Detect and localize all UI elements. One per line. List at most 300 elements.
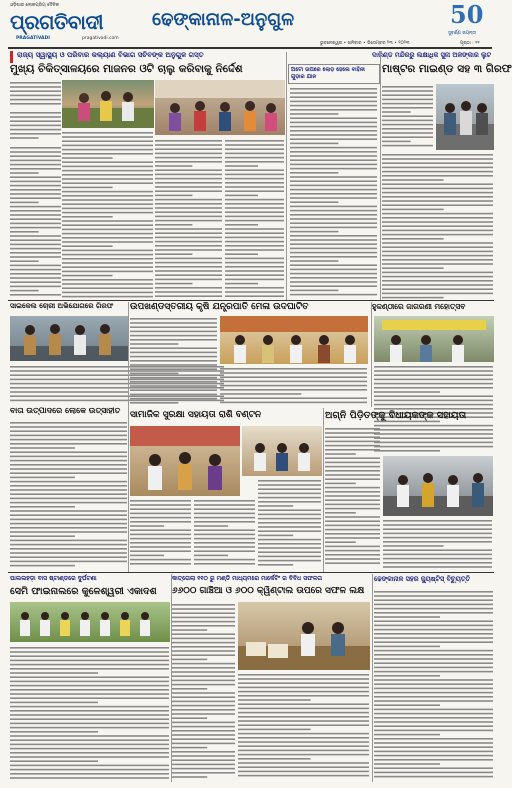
text-line [130, 360, 217, 362]
text-line [383, 520, 492, 522]
text-line [383, 533, 492, 535]
text-line [225, 295, 284, 297]
text-line [62, 292, 153, 294]
text-line [155, 186, 222, 188]
row4-left-headline-text: ସେମି ଫାଇନାଲରେ କୁଳେଶ୍ୱରୀ ଏକାଦଶ [10, 586, 157, 597]
text-line [172, 646, 235, 648]
row3-mid-body-col2 [194, 498, 256, 568]
text-line [374, 763, 440, 765]
anniversary-logo [446, 2, 490, 42]
row3-right-headline [325, 410, 495, 424]
text-line [172, 717, 207, 719]
text-line [290, 239, 377, 241]
text-line [374, 616, 440, 618]
text-line [130, 525, 164, 527]
text-line [62, 178, 153, 180]
text-line [62, 212, 153, 214]
row2-right-headline [372, 302, 494, 316]
text-line [382, 132, 433, 134]
text-line [290, 185, 377, 187]
text-line [374, 391, 440, 393]
text-line [325, 474, 380, 476]
text-line [225, 287, 284, 289]
text-line [172, 764, 235, 766]
text-line [374, 437, 493, 439]
text-line [130, 398, 217, 400]
text-line [10, 739, 169, 741]
text-line [155, 207, 222, 209]
text-line [172, 633, 235, 635]
row1-bottom-rule [8, 300, 494, 301]
text-line [155, 182, 222, 184]
text-line [374, 692, 493, 694]
text-line [10, 435, 127, 437]
text-line [172, 654, 235, 656]
text-line [325, 495, 380, 497]
text-line [325, 562, 380, 564]
text-line [10, 252, 61, 254]
text-line [374, 662, 493, 664]
text-line [172, 659, 207, 661]
text-line [172, 684, 235, 686]
text-line [10, 765, 169, 767]
text-line [172, 680, 235, 682]
text-line [238, 729, 311, 731]
text-line [325, 436, 380, 438]
text-line [10, 456, 127, 458]
text-line [325, 554, 380, 556]
text-line [62, 153, 153, 155]
text-line [62, 250, 153, 252]
text-line [374, 679, 493, 681]
text-line [130, 500, 191, 502]
text-line [290, 285, 377, 287]
text-line [155, 279, 222, 281]
text-line [382, 238, 444, 240]
text-line [172, 768, 235, 770]
text-line [62, 149, 153, 151]
text-line [130, 335, 217, 337]
right-lead-headline-text: ମାଷ୍ଟର ମାଇଣ୍ଡ ସହ ୩ ଗିରଫ [382, 63, 512, 75]
text-line [10, 269, 61, 271]
text-line [225, 161, 284, 163]
column-rule-f [171, 574, 172, 782]
text-line [290, 256, 377, 258]
text-line [155, 161, 222, 163]
text-line [383, 541, 492, 543]
row3-mid-headline-text: ସାମାଜିକ ସୁରକ୍ଷା ସହାୟତା ରାଶି ବଣ୍ଟନ [130, 410, 262, 420]
text-line [10, 260, 39, 262]
text-line [172, 617, 235, 619]
text-line [238, 695, 369, 697]
row3-mid-body-col3 [258, 478, 322, 568]
text-line [10, 103, 61, 105]
text-line [290, 231, 338, 233]
text-line [238, 775, 369, 777]
text-line [325, 441, 380, 443]
text-line [130, 534, 191, 536]
text-line [10, 714, 169, 716]
text-line [155, 220, 222, 222]
text-line [382, 86, 433, 88]
text-line [290, 264, 377, 266]
text-line [62, 296, 153, 298]
text-line [374, 688, 493, 690]
text-line [238, 745, 369, 747]
text-line [374, 759, 493, 761]
text-line [225, 279, 284, 281]
text-line [130, 352, 217, 354]
page-number: ପୃଷ୍ଠା : ୧୧ [460, 41, 480, 46]
text-line [62, 283, 153, 285]
text-line [325, 453, 356, 455]
text-line [325, 483, 356, 485]
text-line [374, 671, 493, 673]
text-line [225, 153, 284, 155]
text-line [194, 559, 255, 561]
text-line [220, 381, 367, 383]
text-line [10, 391, 128, 393]
welfare-distribution-photo-1 [130, 426, 240, 496]
row2-left-headline-text: ସାଇକେଲ ଚୋରୀ ଅଭିଯୋଗରେ ଗିରଫ [10, 302, 114, 310]
text-line [374, 633, 493, 635]
text-line [10, 214, 61, 216]
text-line [10, 468, 127, 470]
left-lead-body-col5 [225, 138, 285, 298]
text-line [172, 705, 235, 707]
row4-right-headline-text: ଢେଙ୍କାନାଳ ସହର ଜ୍ୟୁଷ୍ଟିସ୍ ବିଚ୍ୟୁତ୍ତି [374, 575, 471, 583]
text-line [382, 162, 493, 164]
text-line [325, 457, 380, 459]
text-line [62, 208, 153, 210]
text-line [258, 530, 321, 532]
text-line [382, 213, 493, 215]
text-line [290, 243, 377, 245]
text-line [374, 404, 493, 406]
text-line [10, 668, 169, 670]
row3-left-headline-text: ବାତା ଉତ୍ପାଦରେ ଲୋକେ ଉତ୍ସାହୀତ [10, 406, 121, 415]
text-line [10, 556, 127, 558]
text-line [290, 235, 377, 237]
text-line [62, 216, 113, 218]
text-line [382, 196, 493, 198]
text-line [290, 222, 377, 224]
text-line [10, 710, 169, 712]
text-line [172, 608, 235, 610]
text-line [10, 489, 127, 491]
text-line [130, 356, 217, 358]
text-line [10, 702, 98, 704]
agri-fair-photo [220, 316, 368, 364]
text-line [172, 751, 235, 753]
text-line [220, 372, 367, 374]
text-line [258, 547, 321, 549]
text-line [155, 140, 222, 142]
row3-right-headline-text: ଅଗ୍ନି ପିଡ଼ିତଙ୍କୁ ବିଧାୟକଙ୍କ ସହାୟତା [325, 410, 467, 421]
text-line [225, 207, 284, 209]
text-line [238, 758, 311, 760]
text-line [130, 529, 191, 531]
text-line [374, 654, 493, 656]
row4-mid-headline [172, 586, 372, 600]
column-rule-g [372, 574, 373, 782]
text-line [382, 200, 493, 202]
text-line [290, 227, 377, 229]
text-line [130, 381, 217, 383]
text-line [258, 539, 321, 541]
text-line [62, 136, 153, 138]
text-line [10, 120, 61, 122]
text-line [258, 522, 321, 524]
text-line [155, 266, 222, 268]
text-line [10, 451, 127, 453]
text-line [10, 769, 169, 771]
photo-team-graphic [10, 602, 170, 642]
text-line [155, 178, 222, 180]
text-line [155, 199, 222, 201]
text-line [238, 708, 369, 710]
text-line [382, 145, 433, 147]
text-line [130, 546, 191, 548]
left-lead-kicker [10, 51, 280, 63]
text-line [130, 343, 178, 345]
body-text-lines [172, 602, 236, 780]
text-line [10, 685, 169, 687]
bicycle-thief-photo [10, 316, 128, 361]
text-line [290, 155, 377, 157]
photo-fair-graphic [220, 316, 368, 364]
text-line [62, 233, 153, 235]
text-line [172, 743, 235, 745]
text-line [220, 393, 301, 395]
text-line [325, 541, 356, 543]
text-line [10, 548, 127, 550]
text-line [258, 526, 321, 528]
text-line [238, 750, 369, 752]
text-line [220, 397, 367, 399]
text-line [383, 558, 492, 560]
text-line [225, 140, 284, 142]
row4-mid-body-col1 [172, 602, 236, 780]
text-line [10, 561, 127, 563]
text-line [325, 478, 380, 480]
text-line [194, 517, 255, 519]
text-line [290, 193, 377, 195]
text-line [62, 262, 153, 264]
text-line [10, 239, 61, 241]
text-line [382, 115, 433, 117]
text-line [258, 505, 293, 507]
text-line [383, 528, 492, 530]
text-line [62, 245, 113, 247]
row4-mid-kicker-text: କାତ୍ତୋଲା ୧୧୦ ରୁ ମଣ୍ଡି ମାଧ୍ୟମରେ ମାର୍କେଟିଂ ର ବିବିଧ ସଫଳତା [172, 575, 322, 582]
left-lead-headline [10, 63, 290, 80]
text-line [382, 192, 493, 194]
text-line [290, 269, 377, 271]
text-line [325, 445, 380, 447]
text-line [290, 147, 377, 149]
text-line [374, 667, 493, 669]
text-line [382, 94, 433, 96]
text-line [172, 747, 207, 749]
text-line [10, 681, 169, 683]
text-line [10, 273, 61, 275]
text-line [290, 96, 377, 98]
text-line [10, 256, 61, 258]
text-line [10, 506, 75, 508]
text-line [130, 513, 191, 515]
text-line [194, 546, 255, 548]
body-text-lines [374, 589, 494, 780]
text-line [10, 227, 61, 229]
text-line [62, 271, 153, 273]
text-line [290, 143, 338, 145]
text-line [225, 199, 284, 201]
text-line [10, 651, 169, 653]
text-line [194, 563, 255, 565]
text-line [238, 720, 369, 722]
text-line [130, 563, 191, 565]
text-line [225, 228, 284, 230]
text-line [290, 273, 377, 275]
text-line [10, 206, 61, 208]
text-line [172, 688, 207, 690]
row4-left-body [10, 645, 170, 780]
text-line [225, 165, 258, 167]
text-line [290, 252, 377, 254]
body-text-lines [10, 145, 62, 297]
text-line [10, 151, 61, 153]
text-line [155, 237, 222, 239]
text-line [10, 168, 61, 170]
text-line [225, 283, 258, 285]
text-line [10, 218, 61, 220]
text-line [225, 186, 284, 188]
text-line [10, 86, 61, 88]
text-line [383, 549, 492, 551]
text-line [382, 280, 493, 282]
health-secretary-photo [62, 80, 154, 128]
text-line [155, 165, 192, 167]
text-line [155, 211, 222, 213]
text-line [290, 159, 377, 161]
text-line [172, 642, 235, 644]
edition-name: ଢେଙ୍କାନାଳ-ଅନୁଗୁଳ [152, 9, 295, 30]
text-line [10, 147, 61, 149]
text-line [225, 253, 258, 255]
body-text-lines [130, 316, 218, 406]
text-line [10, 133, 61, 135]
text-line [290, 101, 377, 103]
text-line [62, 241, 153, 243]
text-line [62, 170, 153, 172]
text-line [155, 274, 222, 276]
text-line [225, 258, 284, 260]
text-line [374, 704, 440, 706]
text-line [258, 551, 321, 553]
body-text-lines [10, 80, 62, 108]
text-line [382, 209, 444, 211]
text-line [225, 245, 284, 247]
text-line [382, 284, 493, 286]
text-line [10, 82, 61, 84]
text-line [10, 777, 169, 779]
edition-banner [152, 9, 422, 35]
text-line [10, 231, 39, 233]
text-line [290, 248, 377, 250]
text-line [10, 290, 39, 292]
text-line [220, 402, 367, 404]
text-line [10, 485, 127, 487]
text-line [325, 499, 380, 501]
text-line [62, 191, 153, 193]
text-line [374, 629, 493, 631]
text-line [382, 288, 493, 290]
cricket-team-photo [10, 602, 170, 642]
row3-left-body [10, 420, 128, 568]
text-line [238, 691, 369, 693]
text-line [130, 504, 191, 506]
text-line [10, 773, 169, 775]
text-line [382, 120, 433, 122]
text-line [382, 221, 493, 223]
text-line [374, 366, 493, 368]
text-line [374, 734, 440, 736]
dateline: ଭୁବନେଶ୍ୱର • ଶନିବାର • ଡିସେମ୍ବର ୨୩ • ୨୦୨୩ [320, 41, 410, 46]
text-line [325, 537, 380, 539]
text-line [382, 183, 493, 185]
text-line [172, 759, 235, 761]
text-line [290, 260, 338, 262]
text-line [290, 88, 377, 90]
text-line [374, 776, 493, 778]
text-line [172, 726, 235, 728]
text-line [130, 538, 191, 540]
text-line [10, 116, 61, 118]
text-line [290, 218, 377, 220]
text-line [225, 291, 284, 293]
row4-mid-kicker [172, 575, 372, 585]
text-line [10, 202, 39, 204]
text-line [225, 237, 284, 239]
text-line [325, 504, 380, 506]
text-line [238, 771, 369, 773]
text-line [130, 508, 191, 510]
masthead-rule [8, 47, 492, 49]
text-line [172, 692, 235, 694]
text-line [382, 259, 493, 261]
text-line [62, 132, 153, 134]
text-line [382, 99, 433, 101]
text-line [225, 157, 284, 159]
text-line [194, 504, 255, 506]
text-line [62, 220, 153, 222]
text-line [290, 189, 377, 191]
text-line [374, 742, 493, 744]
text-line [290, 109, 377, 111]
text-line [325, 466, 380, 468]
text-line [220, 376, 367, 378]
text-line [238, 724, 369, 726]
mid-story-headline: ଅଟୋ ଉପରେ ଲୋଡ଼ ହେଲେ ବାହିନୀ ଗୁଡ଼ାର ଯାନ [291, 67, 365, 80]
text-line [10, 99, 61, 101]
text-line [382, 246, 493, 248]
text-line [62, 161, 153, 163]
text-line [290, 151, 377, 153]
festival-photo [374, 316, 494, 362]
text-line [62, 195, 153, 197]
text-line [10, 426, 127, 428]
